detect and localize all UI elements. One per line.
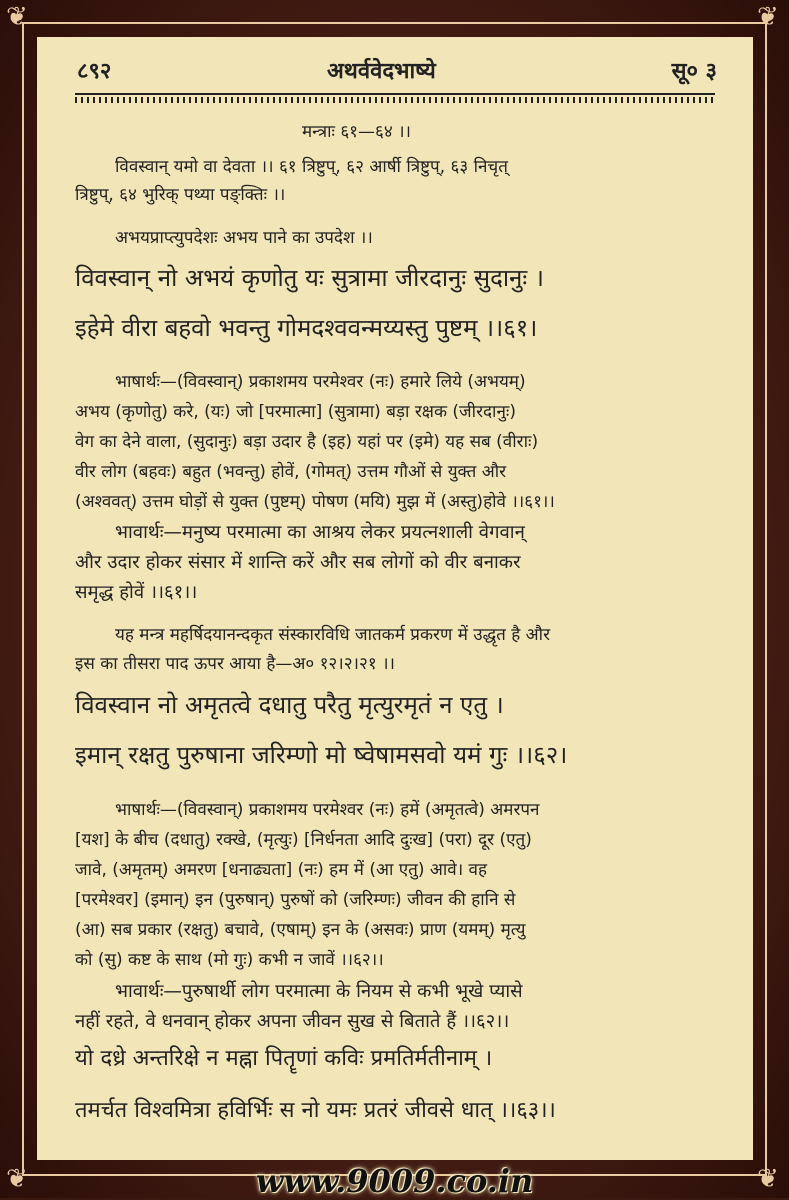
translation-line: वेग का देने वाला, (सुदानुः) बड़ा उदार है (इह) यहां पर (इमे) यह सब (वीराः)	[75, 432, 539, 452]
meaning-line: नहीं रहते, वे धनवान् होकर अपना जीवन सुख से बिताते हैं ।।६२।।	[75, 1011, 510, 1032]
website-url: www.9009.co.in	[255, 1162, 534, 1200]
header-rule	[75, 93, 715, 105]
translation-line: अभय (कृणोतु) करे, (यः) जो [परमात्मा] (सुत्रामा) बड़ा रक्षक (जीरदानुः)	[75, 402, 516, 422]
note-line: यह मन्त्र महर्षिदयानन्दकृत संस्कारविधि जातकर्म प्रकरण में उद्धृत है और	[115, 625, 551, 645]
meaning-line: भावार्थः—मनुष्य परमात्मा का आश्रय लेकर प्रयत्नशाली वेगवान्	[115, 522, 525, 543]
translation-line: वीर लोग (बहवः) बहुत (भवन्तु) होवें, (गोमत्) उत्तम गौओं से युक्त और	[75, 462, 507, 482]
page-header	[77, 55, 717, 89]
page-number: ८९२	[77, 58, 112, 84]
translation-line: [परमेश्वर] (इमान्) इन (पुरुषान्) पुरुषों को (जरिम्णः) जीवन की हानि से	[75, 890, 516, 910]
book-title: अथर्ववेदभाष्ये	[327, 58, 436, 84]
translation-line: [यश] के बीच (दधातु) रक्खे, (मृत्युः) [निर्धनता आदि दुःख] (परा) दूर (एतु)	[75, 830, 532, 850]
devata-line: त्रिष्टुप्, ६४ भुरिक् पथ्या पङ्क्तिः ।।	[75, 185, 286, 205]
translation-line: (अश्ववत्) उत्तम घोड़ों से युक्त (पुष्टम्) पोषण (मयि) मुझ में (अस्तु)होवे ।।६१।।	[75, 492, 555, 512]
mantra-verse: इहेमे वीरा बहवो भवन्तु गोमदश्ववन्मय्यस्तु पुष्टम् ।।६१।	[75, 314, 538, 342]
corner-ornament-icon: ❦	[757, 1164, 779, 1194]
corner-ornament-icon: ❦	[6, 2, 28, 32]
mantra-verse: इमान् रक्षतु पुरुषाना जरिम्णो मो ष्वेषामसवो यमं गुः ।।६२।	[75, 741, 568, 769]
meaning-line: भावार्थः—पुरुषार्थी लोग परमात्मा के नियम से कभी भूखे प्यासे	[115, 981, 523, 1002]
corner-ornament-icon: ❦	[6, 1164, 28, 1194]
sutra-number: सू० ३	[671, 58, 717, 84]
translation-line: जावे, (अमृतम्) अमरण [धनाढ्यता] (नः) हम में (आ एतु) आवे। वह	[75, 860, 488, 880]
note-line: इस का तीसरा पाद ऊपर आया है—अ० १२।२।२१ ।।	[75, 654, 395, 674]
meaning-line: समृद्ध होवें ।।६१।।	[75, 582, 198, 603]
corner-ornament-icon: ❦	[757, 2, 779, 32]
translation-line: भाषार्थः—(विवस्वान्) प्रकाशमय परमेश्वर (नः) हमारे लिये (अभयम्)	[115, 372, 526, 392]
mantra-verse: यो दध्रे अन्तरिक्षे न मह्ना पितॄणां कविः प्रमतिर्मतीनाम् ।	[75, 1046, 493, 1071]
translation-line: भाषार्थः—(विवस्वान्) प्रकाशमय परमेश्वर (नः) हमें (अमृतत्वे) अमरपन	[115, 800, 540, 820]
translation-line: को (सु) कष्ट के साथ (मो गुः) कभी न जावें ।।६२।।	[75, 950, 384, 970]
meaning-line: और उदार होकर संसार में शान्ति करें और सब लोगों को वीर बनाकर	[75, 552, 521, 573]
mantra-verse: विवस्वान् नो अभयं कृणोतु यः सुत्रामा जीरदानुः सुदानुः ।	[75, 264, 544, 292]
mantra-verse: तमर्चत विश्वमित्रा हविर्भिः स नो यमः प्रतरं जीवसे धात् ।।६३।।	[75, 1098, 556, 1123]
mantra-range: मन्त्राः ६१—६४ ।।	[302, 122, 411, 142]
book-page	[37, 37, 753, 1160]
mantra-verse: विवस्वान नो अमृतत्वे दधातु परैतु मृत्युरमृतं न एतु ।	[75, 691, 504, 719]
devata-line: विवस्वान् यमो वा देवता ।। ६१ त्रिष्टुप्, ६२ आर्षी त्रिष्टुप्, ६३ निचृत्	[115, 157, 508, 177]
translation-line: (आ) सब प्रकार (रक्षतु) बचावे, (एषाम्) इन के (असवः) प्राण (यमम्) मृत्यु	[75, 920, 526, 940]
topic-line: अभयप्राप्त्युपदेशः अभय पाने का उपदेश ।।	[115, 228, 373, 248]
